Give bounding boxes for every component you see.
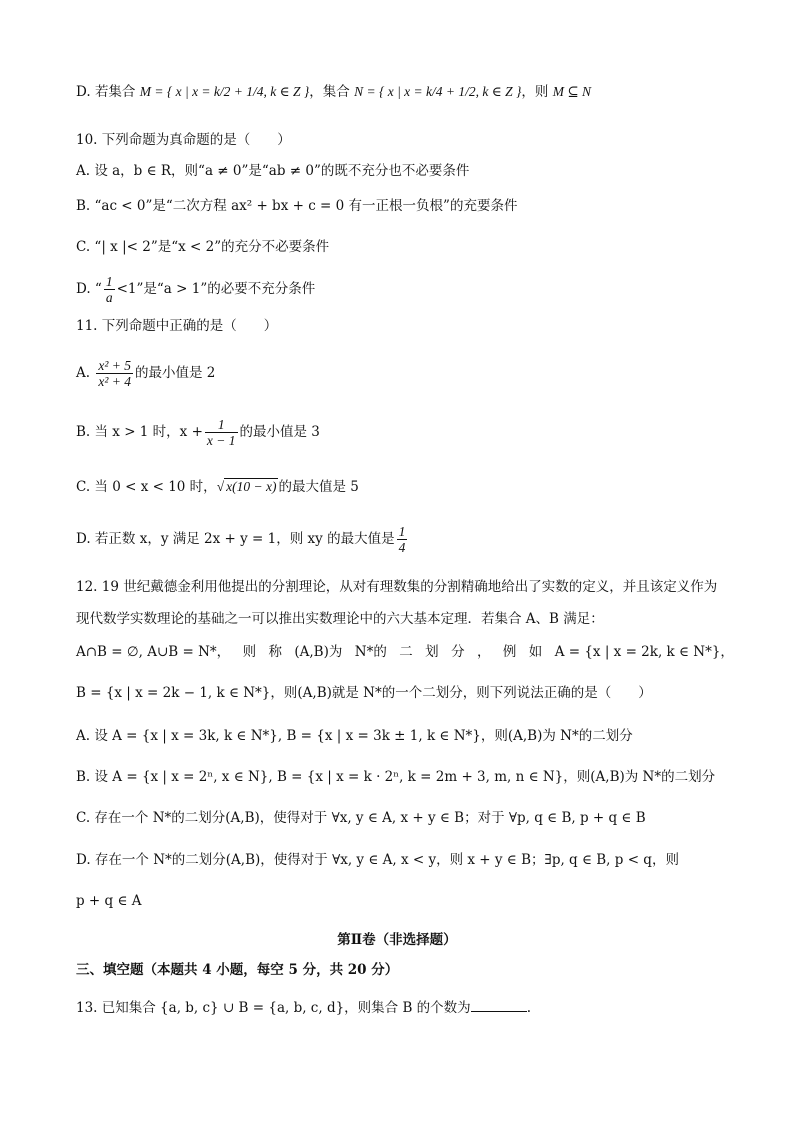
q13: 13. 已知集合 {a, b, c} ∪ B = {a, b, c, d}，则集合 B 的个数为 . bbox=[76, 1000, 531, 1016]
q11-option-c: C. 当 0 < x < 10 时，√ x(10 − x) 的最大值是 5 bbox=[76, 479, 359, 495]
section-3-heading: 三、填空题（本题共 4 小题，每空 5 分，共 20 分） bbox=[76, 962, 399, 978]
fraction: $\frac{1}{x - 1}$ bbox=[206, 417, 236, 448]
q12-option-d-line-1: D. 存在一个 N*的二划分(A,B)，使得对于 ∀x, y ∈ A, x < y，则 x + y ∈ B；∃p, q ∈ B, p < q，则 bbox=[76, 852, 679, 868]
q9-option-d: D. 若集合 M = { x | x = k/2 + 1/4, k ∈ Z }，集合 N = { x | x = k/4 + 1/2, k ∈ Z }，则 M ⊆ N bbox=[76, 84, 592, 100]
q11-option-d: D. 若正数 x，y 满足 2x + y = 1，则 xy 的最大值是 $\frac{1}{4}$ bbox=[76, 524, 406, 555]
q12-option-b: B. 设 A = {x | x = 2ⁿ, x ∈ N}, B = {x | x = k · 2ⁿ, k = 2m + 3, m, n ∈ N}，则(A,B)为 N*的二划分 bbox=[76, 769, 716, 785]
sqrt-radicand: x(10 − x) bbox=[226, 479, 277, 494]
q12-line-2: 现代数学实数理论的基础之一可以推出实数理论中的六大基本定理．若集合 A、B 满足： bbox=[76, 611, 604, 627]
fraction: $\frac{1}{4}$ bbox=[398, 524, 406, 555]
part-2-title: 第Ⅱ卷（非选择题） bbox=[337, 932, 457, 948]
q10-stem: 10. 下列命题为真命题的是（ ） bbox=[76, 132, 291, 148]
q11-option-b: B. 当 x > 1 时，x + $\frac{1}{x - 1}$ 的最小值是 3 bbox=[76, 417, 320, 448]
q12-option-c: C. 存在一个 N*的二划分(A,B)，使得对于 ∀x, y ∈ A, x + y ∈ B；对于 ∀p, q ∈ B, p + q ∈ B bbox=[76, 810, 646, 826]
q11-stem: 11. 下列命题中正确的是（ ） bbox=[76, 318, 278, 334]
q10-option-b: B. “ac < 0”是“二次方程 ax² + bx + c = 0 有一正根一负根”的充要条件 bbox=[76, 198, 518, 214]
q10-option-c: C. “| x |< 2”是“x < 2”的充分不必要条件 bbox=[76, 239, 330, 255]
q10-option-d: D. “ $\frac{1}{a}$ <1”是“a > 1”的必要不充分条件 bbox=[76, 274, 316, 305]
q12-line-1: 12. 19 世纪戴德金利用他提出的分割理论，从对有理数集的分割精确地给出了实数的定义，并且该定义作为 bbox=[76, 579, 718, 595]
relation: M ⊆ N bbox=[552, 84, 592, 99]
set-n: N = { x | x = k/4 + 1/2, k ∈ Z } bbox=[354, 84, 522, 99]
fraction: $\frac{1}{a}$ bbox=[105, 274, 113, 305]
q10-option-a: A. 设 a，b ∈ R，则“a ≠ 0”是“ab ≠ 0”的既不充分也不必要条件 bbox=[76, 163, 470, 179]
fraction: $\frac{\text{x² + 5}}{\text{x² + 4}}$ bbox=[98, 358, 131, 389]
q12-option-d-line-2: p + q ∈ A bbox=[76, 893, 142, 909]
set-m: M = { x | x = k/2 + 1/4, k ∈ Z } bbox=[139, 84, 310, 99]
q11-option-a: A. $\frac{\text{x² + 5}}{\text{x² + 4}}$ 的最小值是 2 bbox=[76, 358, 216, 389]
q12-line-3: A∩B = ∅, A∪B = N*， 则 称 (A,B)为 N*的 二 划 分 ， 例 如 A = {x | x = 2k, k ∈ N*}， bbox=[76, 644, 734, 660]
q12-option-a: A. 设 A = {x | x = 3k, k ∈ N*}, B = {x | x = 3k ± 1, k ∈ N*}，则(A,B)为 N*的二划分 bbox=[76, 728, 633, 744]
answer-blank bbox=[471, 999, 527, 1012]
sqrt-sign: √ bbox=[216, 479, 225, 494]
q12-line-4: B = {x | x = 2k − 1, k ∈ N*}，则(A,B)就是 N*的一个二划分，则下列说法正确的是（ ） bbox=[76, 685, 652, 701]
